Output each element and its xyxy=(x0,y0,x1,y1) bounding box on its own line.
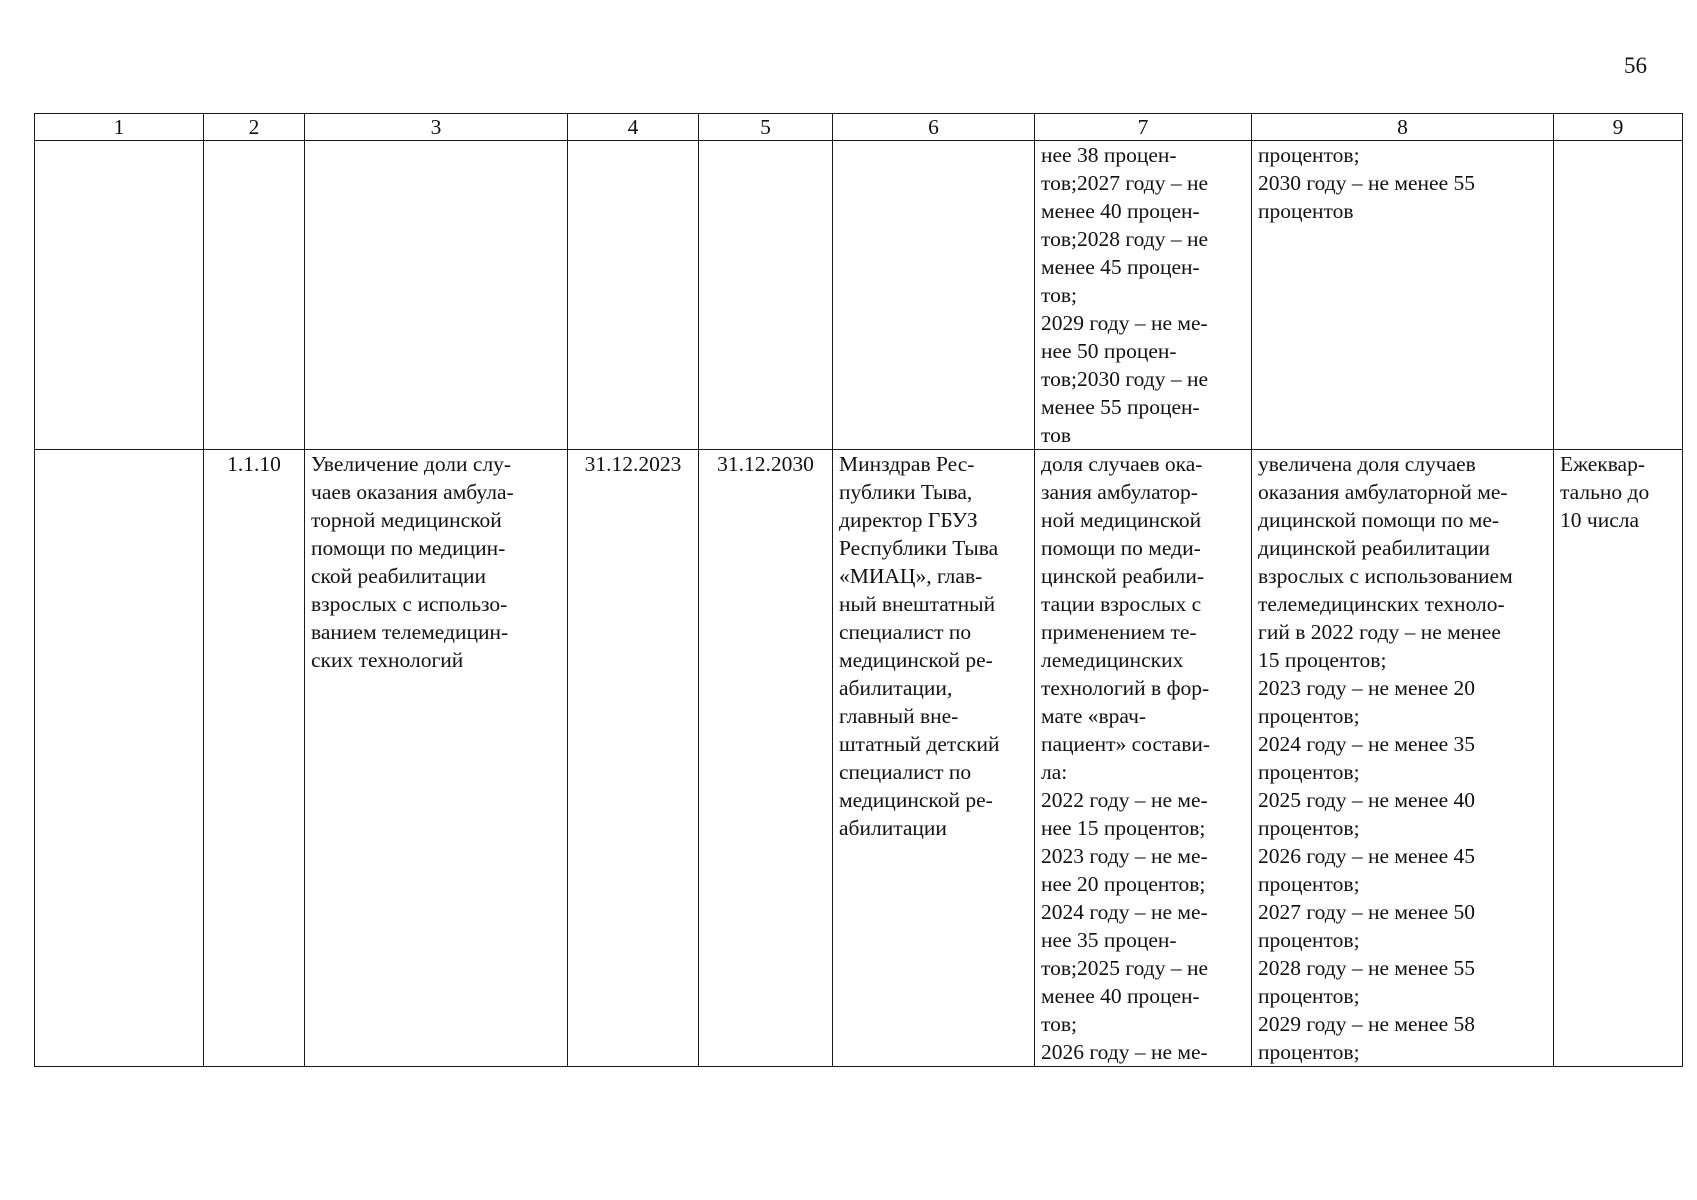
cell-text-line: штатный детский xyxy=(839,732,1000,756)
cell-text-line: технологий в фор- xyxy=(1041,676,1210,700)
cell-text-line: менее 40 процен- xyxy=(1041,984,1200,1008)
cell-text-line: 2026 году – не ме- xyxy=(1041,1040,1208,1064)
cell-text-line: Ежеквар- xyxy=(1560,452,1646,476)
cell-text-line: 2029 году – не менее 58 xyxy=(1258,1012,1476,1036)
cell-text-line: 2024 году – не ме- xyxy=(1041,900,1208,924)
cell-text-line: менее 55 процен- xyxy=(1041,395,1200,419)
cell-text-line: 2028 году – не менее 55 xyxy=(1258,956,1476,980)
cell-text-line: телемедицинских техноло- xyxy=(1258,592,1505,616)
cell-text-line: 2023 году – не менее 20 xyxy=(1258,676,1476,700)
cell-text-line: зания амбулатор- xyxy=(1041,480,1198,504)
cell-text-line: тально до xyxy=(1560,480,1650,504)
cell-text-line: процентов; xyxy=(1258,704,1360,728)
cell-text-line: цинской реабили- xyxy=(1041,564,1204,588)
cell-text-line: тов;2028 году – не xyxy=(1041,227,1209,251)
cell-text-line: увеличена доля случаев xyxy=(1258,452,1476,476)
cell-text-line: публики Тыва, xyxy=(839,480,973,504)
cell-text-line: помощи по медицин- xyxy=(311,536,506,560)
cell-text-line: 10 числа xyxy=(1560,508,1640,532)
cell-text-line: помощи по меди- xyxy=(1041,536,1201,560)
cell-text-line: процентов; xyxy=(1258,928,1360,952)
header-col-1: 1 xyxy=(35,114,204,141)
cell-text-line: 2029 году – не ме- xyxy=(1041,311,1208,335)
cell-col-4-start-date: 31.12.2023 xyxy=(568,450,699,1067)
cell-text-line: ной медицинской xyxy=(1041,508,1202,532)
cell-text-line: Республики Тыва xyxy=(839,536,999,560)
header-row xyxy=(35,114,1683,141)
header-col-4: 4 xyxy=(568,114,699,141)
cell-text-line: лемедицинских xyxy=(1041,648,1184,672)
table-row xyxy=(35,141,1683,450)
cell-text-line: медицинской ре- xyxy=(839,648,993,672)
header-col-5: 5 xyxy=(699,114,833,141)
measures-table xyxy=(34,113,1683,1067)
cell-text-line: абилитации xyxy=(839,816,947,840)
cell-text-line: 2025 году – не менее 40 xyxy=(1258,788,1476,812)
header-col-8: 8 xyxy=(1252,114,1554,141)
cell-text-line: процентов; xyxy=(1258,143,1360,167)
cell-col-2 xyxy=(204,141,305,450)
cell-text-line: процентов; xyxy=(1258,984,1360,1008)
cell-text-line: тов; xyxy=(1041,1012,1077,1036)
header-col-3: 3 xyxy=(305,114,568,141)
cell-col-7-indicator xyxy=(1035,450,1252,1067)
cell-text-line: нее 15 процентов; xyxy=(1041,816,1206,840)
cell-text-line: нее 50 процен- xyxy=(1041,339,1177,363)
cell-text-line: чаев оказания амбула- xyxy=(311,480,514,504)
cell-text-line: тов;2025 году – не xyxy=(1041,956,1209,980)
cell-col-1 xyxy=(35,450,204,1067)
cell-text-line: 2027 году – не менее 50 xyxy=(1258,900,1476,924)
cell-text-line: взрослых с использованием xyxy=(1258,564,1513,588)
cell-text-line: процентов; xyxy=(1258,760,1360,784)
cell-text-line: медицинской ре- xyxy=(839,788,993,812)
cell-text-line: тов;2027 году – не xyxy=(1041,171,1209,195)
cell-text-line: ских технологий xyxy=(311,648,464,672)
cell-text-line: главный вне- xyxy=(839,704,959,728)
cell-text-line: применением те- xyxy=(1041,620,1197,644)
cell-text-line: ла: xyxy=(1041,760,1068,784)
cell-text-line: 2024 году – не менее 35 xyxy=(1258,732,1476,756)
table-header xyxy=(35,114,1683,141)
cell-col-3 xyxy=(305,141,568,450)
cell-text-line: тов; xyxy=(1041,283,1077,307)
cell-text-line: нее 38 процен- xyxy=(1041,143,1177,167)
cell-col-9-reporting xyxy=(1554,450,1683,1067)
cell-text-line: ской реабилитации xyxy=(311,564,487,588)
cell-text-line: гий в 2022 году – не менее xyxy=(1258,620,1501,644)
header-col-6: 6 xyxy=(833,114,1035,141)
cell-col-9 xyxy=(1554,141,1683,450)
cell-col-3-measure-name xyxy=(305,450,568,1067)
cell-text-line: доля случаев ока- xyxy=(1041,452,1203,476)
cell-col-2-item-number: 1.1.10 xyxy=(204,450,305,1067)
cell-text-line: тов xyxy=(1041,423,1072,447)
cell-text-line: директор ГБУЗ xyxy=(839,508,978,532)
table-row xyxy=(35,450,1683,1067)
cell-col-5 xyxy=(699,141,833,450)
cell-text-line: оказания амбулаторной ме- xyxy=(1258,480,1508,504)
cell-text-line: дицинской помощи по ме- xyxy=(1258,508,1500,532)
cell-col-5-end-date: 31.12.2030 xyxy=(699,450,833,1067)
cell-text-line: абилитации, xyxy=(839,676,953,700)
cell-text-line: специалист по xyxy=(839,760,972,784)
cell-text-line: нее 20 процентов; xyxy=(1041,872,1206,896)
cell-text-line: торной медицинской xyxy=(311,508,502,532)
header-col-2: 2 xyxy=(204,114,305,141)
cell-text-line: процентов; xyxy=(1258,816,1360,840)
cell-text-line: 15 процентов; xyxy=(1258,648,1387,672)
cell-text-line: тации взрослых с xyxy=(1041,592,1202,616)
cell-text-line: специалист по xyxy=(839,620,972,644)
cell-text-line: дицинской реабилитации xyxy=(1258,536,1490,560)
cell-col-7 xyxy=(1035,141,1252,450)
cell-text-line: ванием телемедицин- xyxy=(311,620,509,644)
cell-text-line: 2030 году – не менее 55 xyxy=(1258,171,1476,195)
cell-text-line: «МИАЦ», глав- xyxy=(839,564,983,588)
cell-col-6-responsible xyxy=(833,450,1035,1067)
cell-col-6 xyxy=(833,141,1035,450)
cell-col-1 xyxy=(35,141,204,450)
cell-col-4 xyxy=(568,141,699,450)
cell-text-line: Увеличение доли слу- xyxy=(311,452,512,476)
cell-text-line: процентов; xyxy=(1258,1040,1360,1064)
cell-text-line: менее 40 процен- xyxy=(1041,199,1200,223)
cell-text-line: мате «врач- xyxy=(1041,704,1147,728)
cell-text-line: тов;2030 году – не xyxy=(1041,367,1209,391)
cell-text-line: взрослых с использо- xyxy=(311,592,508,616)
cell-text-line: ный внештатный xyxy=(839,592,996,616)
cell-text-line: 2026 году – не менее 45 xyxy=(1258,844,1476,868)
cell-text-line: нее 35 процен- xyxy=(1041,928,1177,952)
cell-text-line: менее 45 процен- xyxy=(1041,255,1200,279)
page-number: 56 xyxy=(1624,53,1647,78)
cell-col-8-result xyxy=(1252,450,1554,1067)
cell-text-line: процентов xyxy=(1258,199,1354,223)
header-col-9: 9 xyxy=(1554,114,1683,141)
cell-text-line: Минздрав Рес- xyxy=(839,452,975,476)
cell-text-line: 2022 году – не ме- xyxy=(1041,788,1208,812)
cell-text-line: 2023 году – не ме- xyxy=(1041,844,1208,868)
header-col-7: 7 xyxy=(1035,114,1252,141)
cell-text-line: процентов; xyxy=(1258,872,1360,896)
cell-col-8 xyxy=(1252,141,1554,450)
cell-text-line: пациент» состави- xyxy=(1041,732,1211,756)
